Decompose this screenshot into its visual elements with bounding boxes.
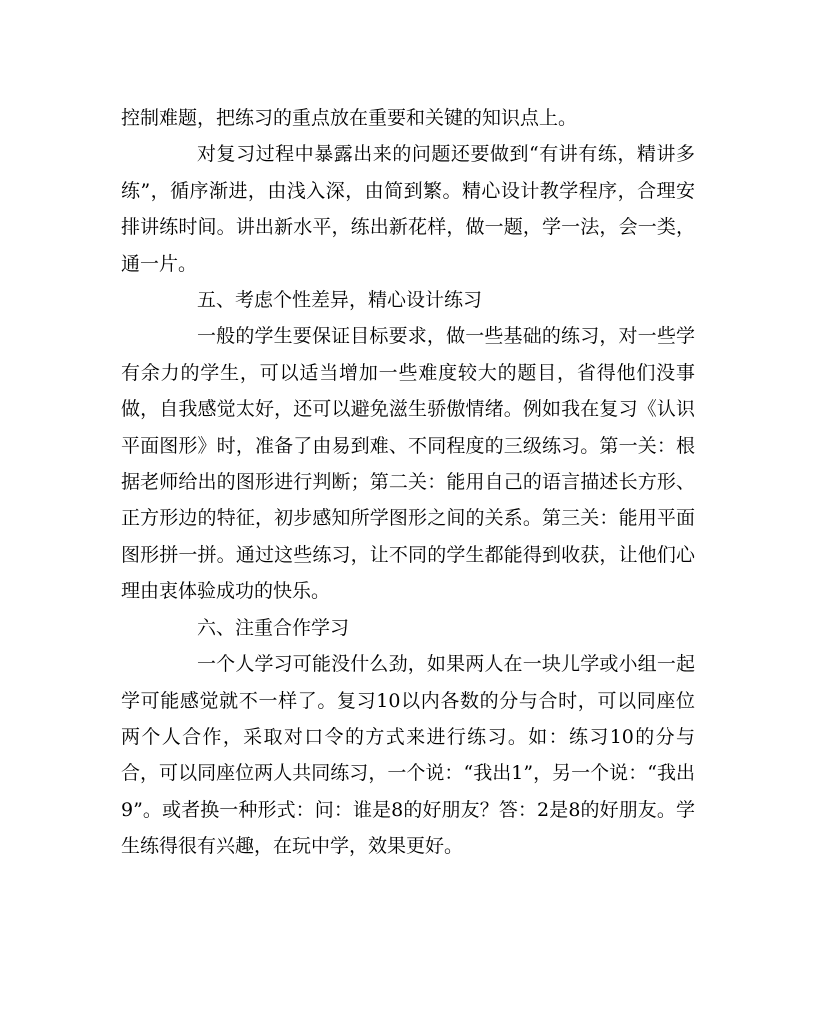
document-body: [121, 100, 695, 865]
paragraph-continued: 控制难题，把练习的重点放在重要和关键的知识点上。: [121, 107, 578, 129]
section-heading-6: 六、注重合作学习: [197, 616, 350, 639]
paragraph-cooperative-learning: 一个人学习可能没什么劲，如果两人在一块儿学或小组一起学可能感觉就不一样了。复习10以内各数的分与合时，可以同座位两个人合作，采取对口令的方式来进行练习。如：练习10的分与合，可以同座位两人共同练习，一个说：“我出1”，另一个说：“我出9”。或者换一种形式：问：谁是8的好朋友？答：2是8的好朋友。学生练得很有兴趣，在玩中学，效果更好。: [121, 653, 695, 858]
section-heading-5: 五、考虑个性差异，精心设计练习: [197, 289, 483, 312]
paragraph-individual-differences: 一般的学生要保证目标要求，做一些基础的练习，对一些学有余力的学生，可以适当增加一些难度较大的题目，省得他们没事做，自我感觉太好，还可以避免滋生骄傲情绪。例如我在复习《认识平面图形》时，准备了由易到难、不同程度的三级练习。第一关：根据老师给出的图形进行判断；第二关：能用自己的语言描述长方形、正方形边的特征，初步感知所学图形之间的关系。第三关：能用平面图形拼一拼。通过这些练习，让不同的学生都能得到收获，让他们心理由衷体验成功的快乐。: [121, 325, 695, 603]
paragraph-review-practice: 对复习过程中暴露出来的问题还要做到“有讲有练，精讲多练”，循序渐进，由浅入深，由简到繁。精心设计教学程序，合理安排讲练时间。讲出新水平，练出新花样，做一题，学一法，会一类，通一片。: [121, 143, 695, 275]
